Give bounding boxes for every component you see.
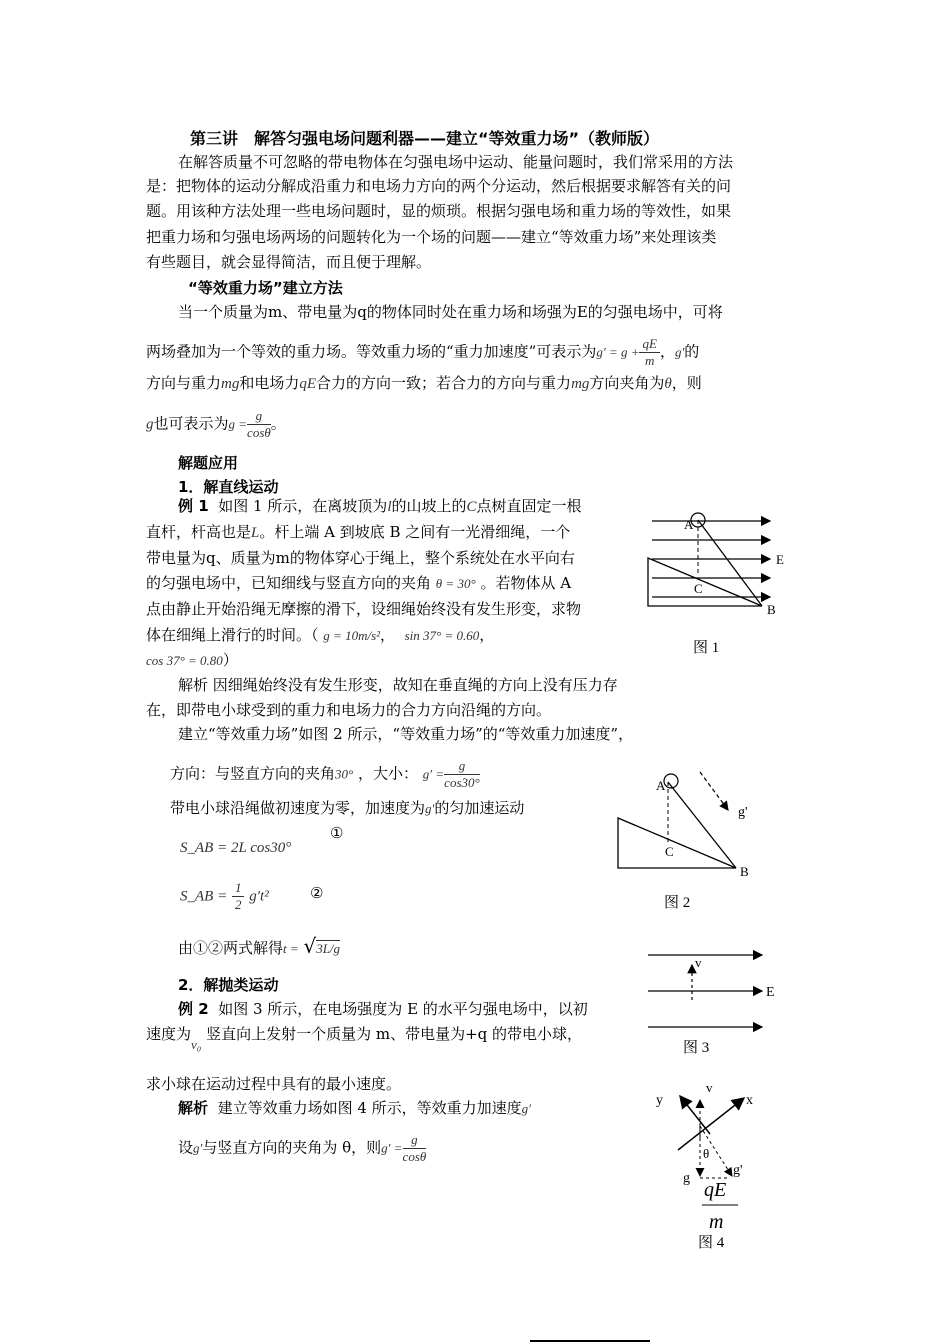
intro-line: 题。用该种方法处理一些电场问题时，显的烦琐。根据匀强电场和重力场的等效性，如果 [146,202,732,220]
label-c: C [665,844,674,859]
label-x: x [746,1093,753,1108]
label-theta: θ [703,1146,710,1161]
page-title: 第三讲 解答匀强电场问题利器——建立“等效重力场”（教师版） [190,129,660,148]
intro-line: 把重力场和匀强电场两场的问题转化为一个场的问题——建立“等效重力场”来处理该类 [146,228,717,246]
intro-line: 是：把物体的运动分解成沿重力和电场力方向的两个分运动，然后根据要求解答有关的问 [146,177,732,195]
field-line [648,955,762,1027]
ex2-label: 例 2 [178,1000,209,1018]
page-edge-rule [530,1340,650,1342]
intro-line: 有些题目，就会显得简洁，而且便于理解。 [146,253,432,271]
intro-line: 在解答质量不可忽略的带电物体在匀强电场中运动、能量问题时，我们常采用的方法 [178,153,734,171]
sol1-line-2: 在，即带电小球受到的重力和电场力的合力方向沿绳的方向。 [146,701,552,719]
label-m: m [709,1211,724,1233]
label-b: B [767,602,776,617]
label-b: B [740,864,749,879]
ex1-line-1: 例 1 如图 1 所示，在离坡顶为l的山坡上的C点树直固定一根 [178,497,582,515]
y-axis [680,1096,710,1134]
figure-3-caption: 图 3 [683,1040,710,1056]
ex2-line-1: 例 2 如图 3 所示，在电场强度为 E 的水平匀强电场中，以初 [178,1000,588,1018]
label-g-prime: g' [738,805,748,820]
figure-2-caption: 图 2 [664,895,691,911]
sol2-line-1: 解析 建立等效重力场如图 4 所示，等效重力加速度g′ [178,1099,531,1117]
label-c: C [694,581,703,596]
method-line-1: 当一个质量为m、带电量为q的物体同时处在重力场和场强为E的匀强电场中，可将 [178,303,723,321]
label-v: v [706,1080,713,1095]
method-heading: “等效重力场”建立方法 [188,279,343,297]
sol2-line-2: 设g′与竖直方向的夹角为 θ，则g′ = $\frac{g}{\cos\theta}$ [178,1132,427,1164]
equation-2-mark: ② [310,884,324,902]
method-line-2: 两场叠加为一个等效的重力场。等效重力场的“重力加速度”可表示为g′ = g + $\frac{qE}{m}$ ，g′的 [146,336,700,368]
ex2-line-2: 速度为v₀ 竖直向上发射一个质量为 m、带电量为+q 的带电小球， [146,1025,583,1052]
label-e: E [776,552,784,567]
label-v: v [695,955,702,970]
label-y: y [656,1093,663,1108]
equation-1-mark: ① [330,824,344,842]
sol1-line-4: 方向：与竖直方向的夹角30° ，大小： g′ = $\frac{g}{\cos 30^\circ}$ [170,758,480,790]
ex1-line-5: 点由静止开始沿绳无摩擦的滑下，设细绳始终没有发生形变，求物 [146,600,582,618]
figure-4 [650,1078,770,1233]
g-over-cos30-fraction: $\frac{g}{\cos 30^\circ}$ [444,758,480,790]
ex1-line-4: 的匀强电场中，已知细线与竖直方向的夹角 θ = 30° 。若物体从 A [146,574,572,592]
equation-2: S_AB = $\frac{1}{2}$ g′t² [180,880,269,912]
label-g: g [683,1171,690,1186]
label-g-prime: g' [733,1163,743,1178]
g-prime-arrow [700,772,728,810]
ex1-line-2: 直杆，杆高也是L。杆上端 A 到坡底 B 之间有一光滑细绳，一个 [146,523,571,541]
ex1-line-3: 带电量为q、质量为m的物体穿心于绳上，整个系统处在水平向右 [146,549,575,567]
g-over-cos-fraction: $\frac{g}{\cos\theta}$ [247,408,271,440]
method-line-4: g也可表示为g = $\frac{g}{\cos\theta}$ 。 [146,408,286,440]
figure-2 [610,768,770,883]
section-2-heading: 2．解抛类运动 [178,976,279,994]
ex1-line-7: cos 37° = 0.80） [146,651,238,669]
half-fraction: $\frac{1}{2}$ [232,880,245,913]
sol1-line-1: 解析 因细绳始终没有发生形变，故知在垂直绳的方向上没有压力存 [178,676,618,694]
sol1-result: 由①②两式解得t = √3L/g [178,934,341,958]
figure-1 [640,510,790,620]
figure-1-caption: 图 1 [693,640,720,656]
g-prime-eq: g′ = g + [596,344,640,360]
apply-heading: 解题应用 [178,454,239,472]
g-over-cos-theta-fraction: $\frac{g}{\cos\theta}$ [402,1132,427,1164]
rope [668,782,736,868]
label-a: A [656,778,666,793]
sol1-line-5: 带电小球沿绳做初速度为零，加速度为g′的匀加速运动 [170,799,525,817]
ex1-label: 例 1 [178,497,209,515]
label-a: A [684,517,694,532]
figure-4-caption: 图 4 [698,1235,725,1251]
equation-1: S_AB = 2L cos30° [180,840,292,856]
field-line [652,521,770,597]
qe-over-m-fraction: $\frac{qE}{m}$ [639,336,659,369]
section-1-heading: 1．解直线运动 [178,478,279,496]
ex1-line-6: 体在细绳上滑行的时间。（ g = 10m/s²， sin 37° = 0.60， [146,626,495,644]
figure-3 [640,945,790,1035]
sol1-line-3: 建立“等效重力场”如图 2 所示，“等效重力场”的“等效重力加速度”， [178,725,634,743]
label-e: E [766,985,775,1000]
ex2-line-3: 求小球在运动过程中具有的最小速度。 [146,1075,402,1093]
slope-triangle [618,818,736,868]
method-line-3: 方向与重力mg和电场力qE合力的方向一致；若合力的方向与重力mg方向夹角为θ，则 [146,374,702,392]
label-qe: qE [704,1179,727,1201]
